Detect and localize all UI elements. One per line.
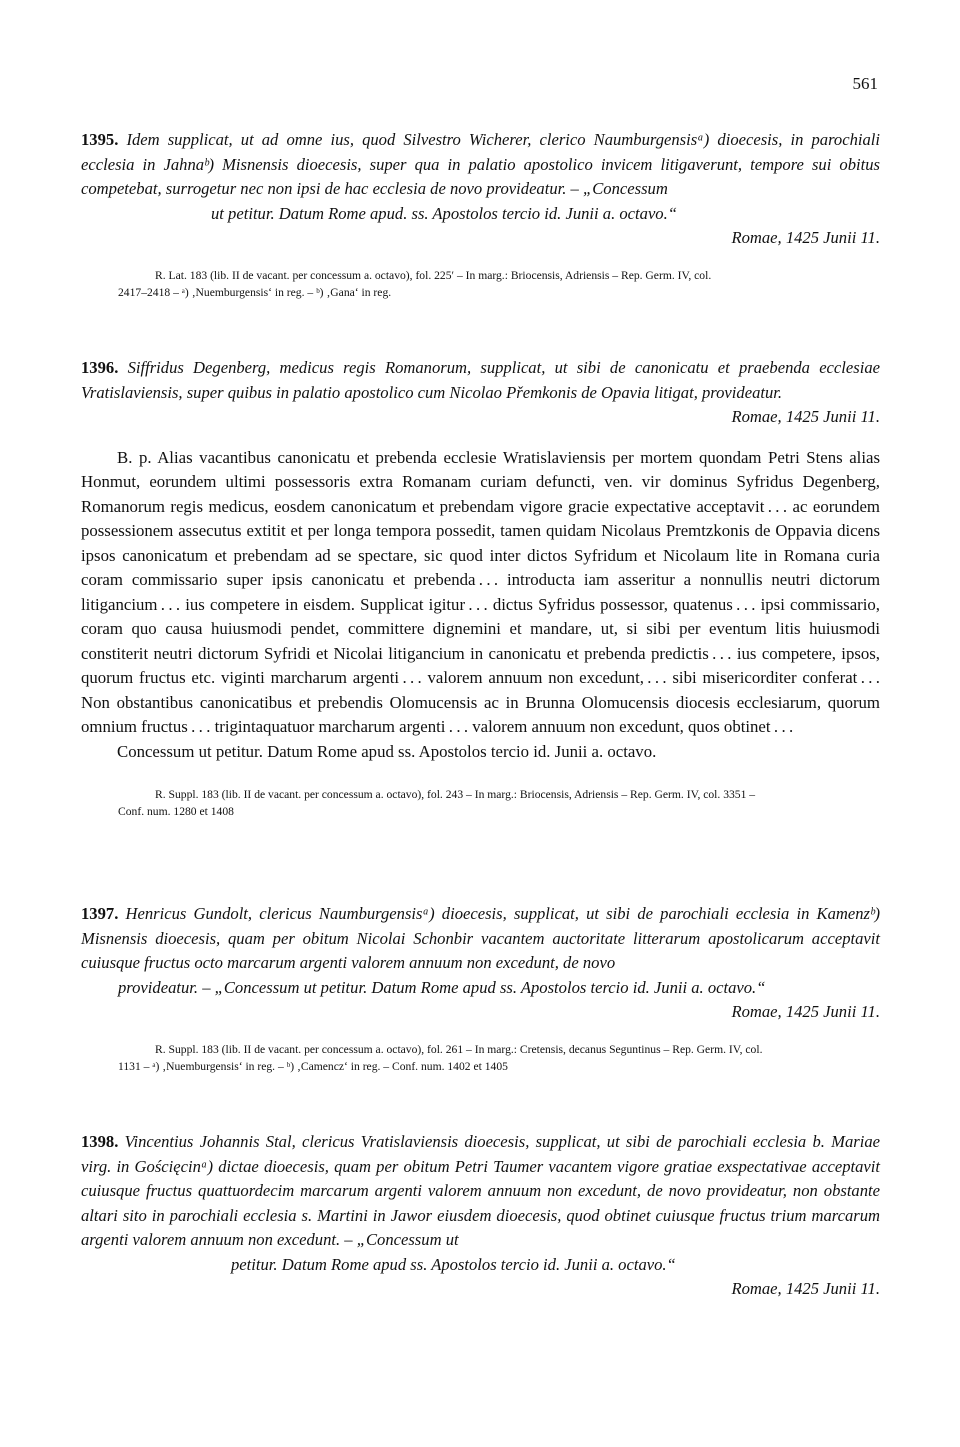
regest-text: Siffridus Degenberg, medicus regis Romanorum, supplicat, ut sibi de canonicatu et praebenda ecclesiae Vratislaviensis, super quibus in palatio apostolico cum Nicolao Přemkonis de Opavia litigat, provideatur.: [81, 358, 880, 402]
footnote-line: R. Suppl. 183 (lib. II de vacant. per concessum a. octavo), fol. 261 – In marg.: Cretensis, decanus Seguntinus – Rep. Germ. IV, col.: [155, 1042, 763, 1056]
footnote-line: 1131 – ᵃ) ‚Nuemburgensis‘ in reg. – ᵇ) ‚Camencz‘ in reg. – Conf. num. 1402 et 1405: [118, 1059, 508, 1073]
regest: [81, 1130, 880, 1302]
footnote: [81, 267, 880, 301]
footnote: [81, 786, 880, 820]
entry-number: 1395.: [81, 130, 119, 149]
entry-1395: [81, 128, 880, 301]
entry-date: Romae, 1425 Junii 11.: [731, 1279, 880, 1298]
supplication-text: [81, 446, 880, 765]
entry-1396: [81, 356, 880, 820]
regest: [81, 356, 880, 430]
concessum-line: Concessum ut petitur. Datum Rome apud ss. Apostolos tercio id. Junii a. octavo.: [117, 741, 657, 761]
footnote-line: Conf. num. 1280 et 1408: [118, 805, 234, 818]
regest-text: Henricus Gundolt, clericus Naumburgensisᵃ) dioecesis, supplicat, ut sibi de parochiali ecclesia in Kamenzᵇ) Misnensis dioecesis, quam per obitum Nicolai Schonbir vacantem auctoritate litterarum apostolicarum acceptavit cuiusque fructus octo marcarum argenti valorem annuum non excedunt, de novo: [81, 904, 880, 972]
footnote-line: R. Suppl. 183 (lib. II de vacant. per concessum a. octavo), fol. 243 – In marg.: Briocensis, Adriensis – Rep. Germ. IV, col. 3351 –: [155, 788, 756, 801]
entry-number: 1398.: [81, 1132, 119, 1151]
regest-text: Idem supplicat, ut ad omne ius, quod Silvestro Wicherer, clerico Naumburgensisᵃ) dioecesis, in parochiali ecclesia in Jahnaᵇ) Misnensis dioecesis, super qua in palatio apostolico invicem litigaverunt, tempore sui obitus competebat, surrogetur nec non ipsi de hac ecclesia de novo provideatur. – „Concessum: [81, 130, 880, 198]
entry-number: 1397.: [81, 904, 119, 923]
regest-text-end: provideatur. – „Concessum ut petitur. Datum Rome apud ss. Apostolos tercio id. Junii a. octavo.“: [118, 977, 766, 997]
footnote-line: R. Lat. 183 (lib. II de vacant. per concessum a. octavo), fol. 225′ – In marg.: Briocensis, Adriensis – Rep. Germ. IV, col.: [155, 268, 712, 282]
entry-1398: [81, 1130, 880, 1302]
regest: [81, 128, 880, 251]
regest: [81, 902, 880, 1025]
entry-1397: [81, 902, 880, 1075]
entry-date: Romae, 1425 Junii 11.: [731, 1002, 880, 1021]
entry-date: Romae, 1425 Junii 11.: [731, 228, 880, 247]
entry-date: Romae, 1425 Junii 11.: [731, 407, 880, 426]
page-number: 561: [852, 74, 878, 93]
footnote: [81, 1041, 880, 1075]
entry-number: 1396.: [81, 358, 119, 377]
footnote-line: 2417–2418 – ᵃ) ‚Nuemburgensis‘ in reg. – ᵇ) ‚Gana‘ in reg.: [118, 285, 392, 299]
regest-text-end: petitur. Datum Rome apud ss. Apostolos tercio id. Junii a. octavo.“: [231, 1254, 676, 1274]
regest-text: Vincentius Johannis Stal, clericus Vratislaviensis dioecesis, supplicat, ut sibi de parochiali ecclesia b. Mariae virg. in Gościęcinᵃ) dictae dioecesis, quam per obitum Petri Taumer vacantem vigore gratiae exspectativae acceptavit cuiusque fructus quattuordecim marcarum argenti valorem annuum non excedunt, de novo provideatur, non obstante altari sito in parochiali ecclesia s. Martini in Jawor eiusdem dioecesis, quod obtinet cuiusque fructus trium marcarum argenti valorem annuum non excedunt. – „Concessum ut: [81, 1132, 880, 1249]
regest-text-end: ut petitur. Datum Rome apud. ss. Apostolos tercio id. Junii a. octavo.“: [211, 203, 677, 223]
supplication-paragraph: B. p. Alias vacantibus canonicatu et prebenda ecclesie Wratislaviensis per mortem quondam Petri Stens alias Honmut, eorundem ultimi possessoris extra Romanam curiam defuncti, ven. vir dominus Syfridus Degenberg, Romanorum regis medicus, eosdem canonicatum et prebendam vigore gracie expectative acceptavit . . . ac eorundem possessionem assecutus extitit et per longa tempora possedit, tamen quidam Nicolaus Premtzkonis de Oppavia dicens ipsos canonicatum et prebendam ad se spectare, sic quod inter dictos Syfridum et Nicolaum lite in Romana curia coram commissario super ipsis canonicatu et prebenda . . . introducta iam asseritur a nonnullis neutri dictorum litigancium . . . ius competere in eisdem. Supplicat igitur . . . dictus Syfridus possessor, quatenus . . . ipsi commissario, coram quo causa huiusmodi pendet, committere dignemini et mandare, ut, si sibi per eventum litis huiusmodi constiterit neutri dictorum Syfridi et Nicolai litigancium in canonicatu et prebenda predictis . . . ius competere, ipsos, quorum fructus etc. viginti marcharum argenti . . . valorem annuum non excedunt, . . . sibi misericorditer conferat . . . Non obstantibus canonicatibus et prebendis Olomucensis ac in Brunna Olomucensis diocesis ecclesiarum, quorum omnium fructus . . . trigintaquatuor marcharum argenti . . . valorem annuum non excedunt, quos obtinet . . .: [81, 447, 880, 736]
